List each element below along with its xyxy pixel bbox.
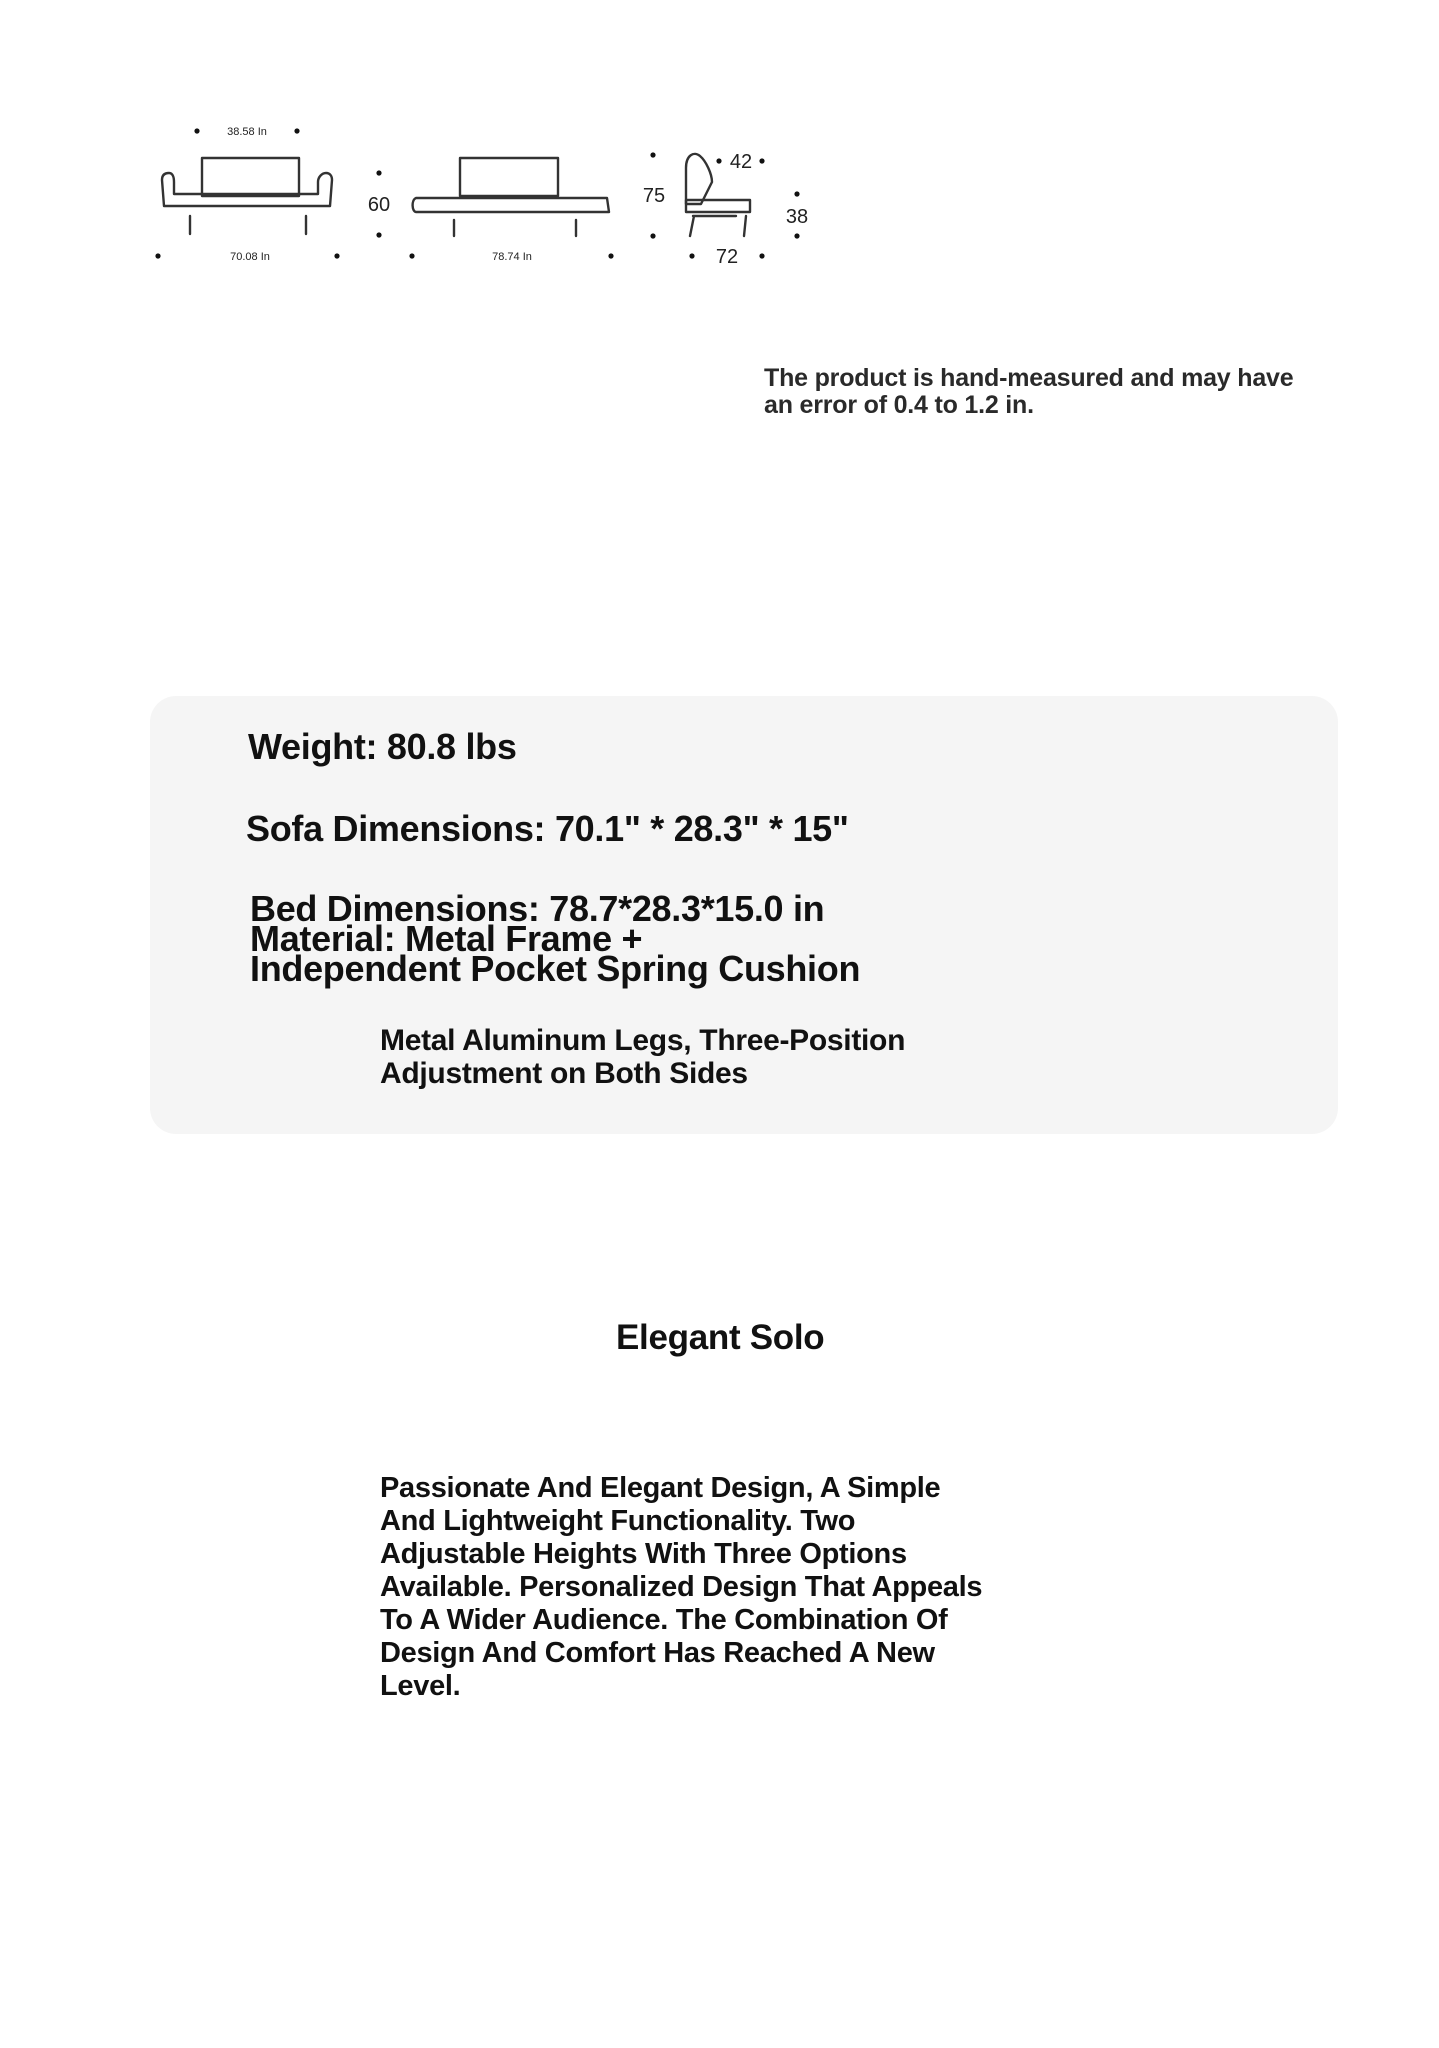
side-view-seat xyxy=(686,200,750,212)
spec-material-line2: Independent Pocket Spring Cushion xyxy=(250,948,861,989)
front-view-backrest xyxy=(202,158,299,196)
side-back-width-label: 42 xyxy=(729,151,753,173)
spec-bed-and-material xyxy=(250,888,861,989)
bed-view-seat xyxy=(413,198,609,212)
bed-view-backrest xyxy=(460,158,558,196)
product-description: Passionate And Elegant Design, A Simple And Lightweight Functionality. Two Adjustable Heights With Three Options Available. Personalized Design That Appeals To A Wider Audience. The Combination Of Design And Comfort Has Reached A New Level. xyxy=(380,1472,983,1702)
spec-bed-dimensions: Bed Dimensions: 78.7*28.3*15.0 in xyxy=(250,888,825,929)
front-width-bottom-label: 70.08 In xyxy=(230,251,270,263)
spec-material-line1: Material: Metal Frame + xyxy=(250,918,643,959)
spec-sofa-dimensions: Sofa Dimensions: 70.1" * 28.3" * 15" xyxy=(246,808,849,849)
sofa-dimension-drawing xyxy=(140,110,840,290)
front-width-top-label: 38.58 In xyxy=(227,126,267,138)
measurement-note: The product is hand-measured and may have an error of 0.4 to 1.2 in. xyxy=(764,364,1294,419)
side-seat-height-label: 38 xyxy=(785,206,809,228)
front-view-seat xyxy=(162,173,332,206)
specifications-card xyxy=(150,696,1338,1134)
side-view-backrest xyxy=(686,154,712,204)
front-height-label: 60 xyxy=(367,194,391,216)
dimension-diagram xyxy=(140,110,840,290)
product-title: Elegant Solo xyxy=(616,1318,825,1357)
side-view-legs xyxy=(690,216,746,236)
spec-legs: Metal Aluminum Legs, Three-Position Adjustment on Both Sides xyxy=(380,1024,906,1090)
side-depth-label: 72 xyxy=(715,246,739,268)
bed-width-label: 78.74 In xyxy=(492,251,532,263)
bed-height-label: 75 xyxy=(642,185,666,207)
spec-weight: Weight: 80.8 lbs xyxy=(248,726,517,767)
